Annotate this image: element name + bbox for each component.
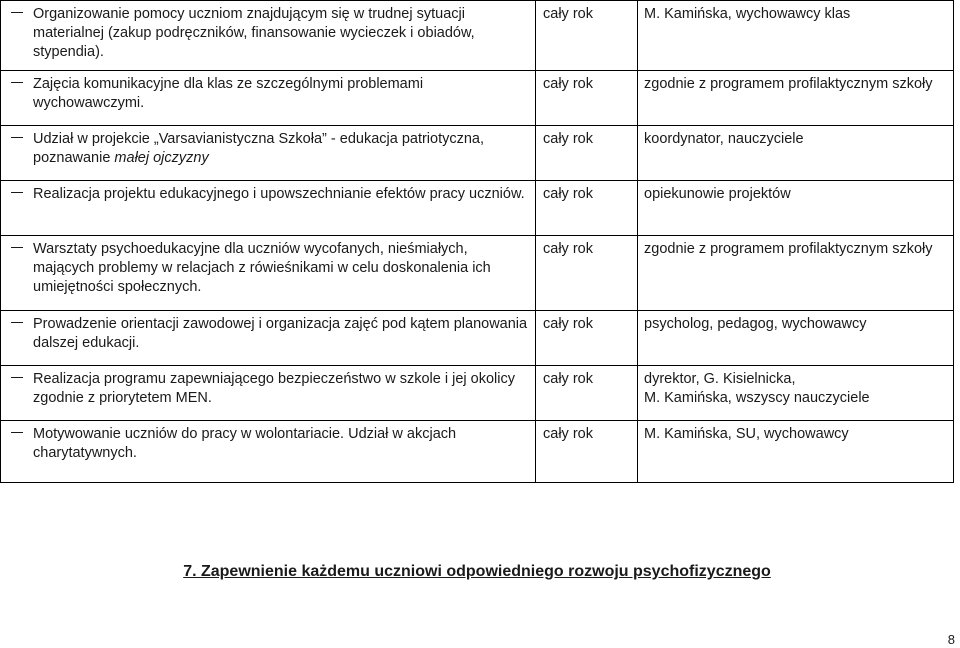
when-cell: cały rok	[536, 366, 638, 421]
activity-text: Udział w projekcie „Varsavianistyczna Szkoła” - edukacja patriotyczna, poznawanie	[33, 131, 485, 166]
when-cell: cały rok	[536, 181, 638, 236]
table-row	[1, 366, 954, 421]
responsible-cell: koordynator, nauczyciele	[638, 126, 954, 181]
responsible-cell: zgodnie z programem profilaktycznym szkoły	[638, 236, 954, 311]
when-cell: cały rok	[536, 236, 638, 311]
responsible-cell	[638, 366, 954, 421]
section-heading-text: 7. Zapewnienie każdemu uczniowi odpowiedniego rozwoju psychofizycznego	[183, 563, 771, 580]
activity-cell	[1, 366, 536, 421]
activity-text: Prowadzenie orientacji zawodowej i organizacja zajęć pod kątem planowania dalszej edukacji.	[33, 316, 528, 351]
when-cell: cały rok	[536, 1, 638, 71]
when-cell: cały rok	[536, 311, 638, 366]
activity-text: Zajęcia komunikacyjne dla klas ze szczególnymi problemami wychowawczymi.	[33, 76, 424, 111]
table-row	[1, 71, 954, 126]
dash-bullet-icon	[11, 432, 23, 433]
activity-text: Realizacja projektu edukacyjnego i upowszechnianie efektów pracy uczniów.	[33, 186, 525, 202]
activity-text-italic: małej ojczyzny	[114, 150, 209, 166]
activity-text: Warsztaty psychoedukacyjne dla uczniów wycofanych, nieśmiałych, mających problemy w relacjach z rówieśnikami w celu doskonalenia ich umiejętności społecznych.	[33, 241, 491, 295]
section-heading	[0, 563, 960, 581]
responsible-cell: psycholog, pedagog, wychowawcy	[638, 311, 954, 366]
dash-bullet-icon	[11, 377, 23, 378]
table-row	[1, 311, 954, 366]
page-number: 8	[947, 632, 955, 647]
activity-cell	[1, 311, 536, 366]
table-row	[1, 421, 954, 483]
responsible-cell: M. Kamińska, wychowawcy klas	[638, 1, 954, 71]
activity-cell	[1, 126, 536, 181]
dash-bullet-icon	[11, 247, 23, 248]
table-row	[1, 126, 954, 181]
responsible-cell: opiekunowie projektów	[638, 181, 954, 236]
activity-cell	[1, 236, 536, 311]
responsible-line: dyrektor, G. Kisielnicka,	[644, 371, 796, 387]
responsible-line: M. Kamińska, wszyscy nauczyciele	[644, 390, 870, 406]
table-row	[1, 236, 954, 311]
activity-cell	[1, 71, 536, 126]
when-cell: cały rok	[536, 71, 638, 126]
activity-cell	[1, 1, 536, 71]
activity-cell	[1, 421, 536, 483]
responsible-cell: zgodnie z programem profilaktycznym szkoły	[638, 71, 954, 126]
dash-bullet-icon	[11, 322, 23, 323]
table-row	[1, 181, 954, 236]
activity-text: Organizowanie pomocy uczniom znajdującym się w trudnej sytuacji materialnej (zakup podręczników, finansowanie wycieczek i obiadów, stypendia).	[33, 6, 475, 60]
responsible-cell: M. Kamińska, SU, wychowawcy	[638, 421, 954, 483]
dash-bullet-icon	[11, 192, 23, 193]
when-cell: cały rok	[536, 421, 638, 483]
dash-bullet-icon	[11, 12, 23, 13]
dash-bullet-icon	[11, 82, 23, 83]
table-row	[1, 1, 954, 71]
dash-bullet-icon	[11, 137, 23, 138]
activity-text: Realizacja programu zapewniającego bezpieczeństwo w szkole i jej okolicy zgodnie z priorytetem MEN.	[33, 371, 515, 406]
when-cell: cały rok	[536, 126, 638, 181]
activity-cell	[1, 181, 536, 236]
activity-text: Motywowanie uczniów do pracy w wolontariacie. Udział w akcjach charytatywnych.	[33, 426, 457, 461]
